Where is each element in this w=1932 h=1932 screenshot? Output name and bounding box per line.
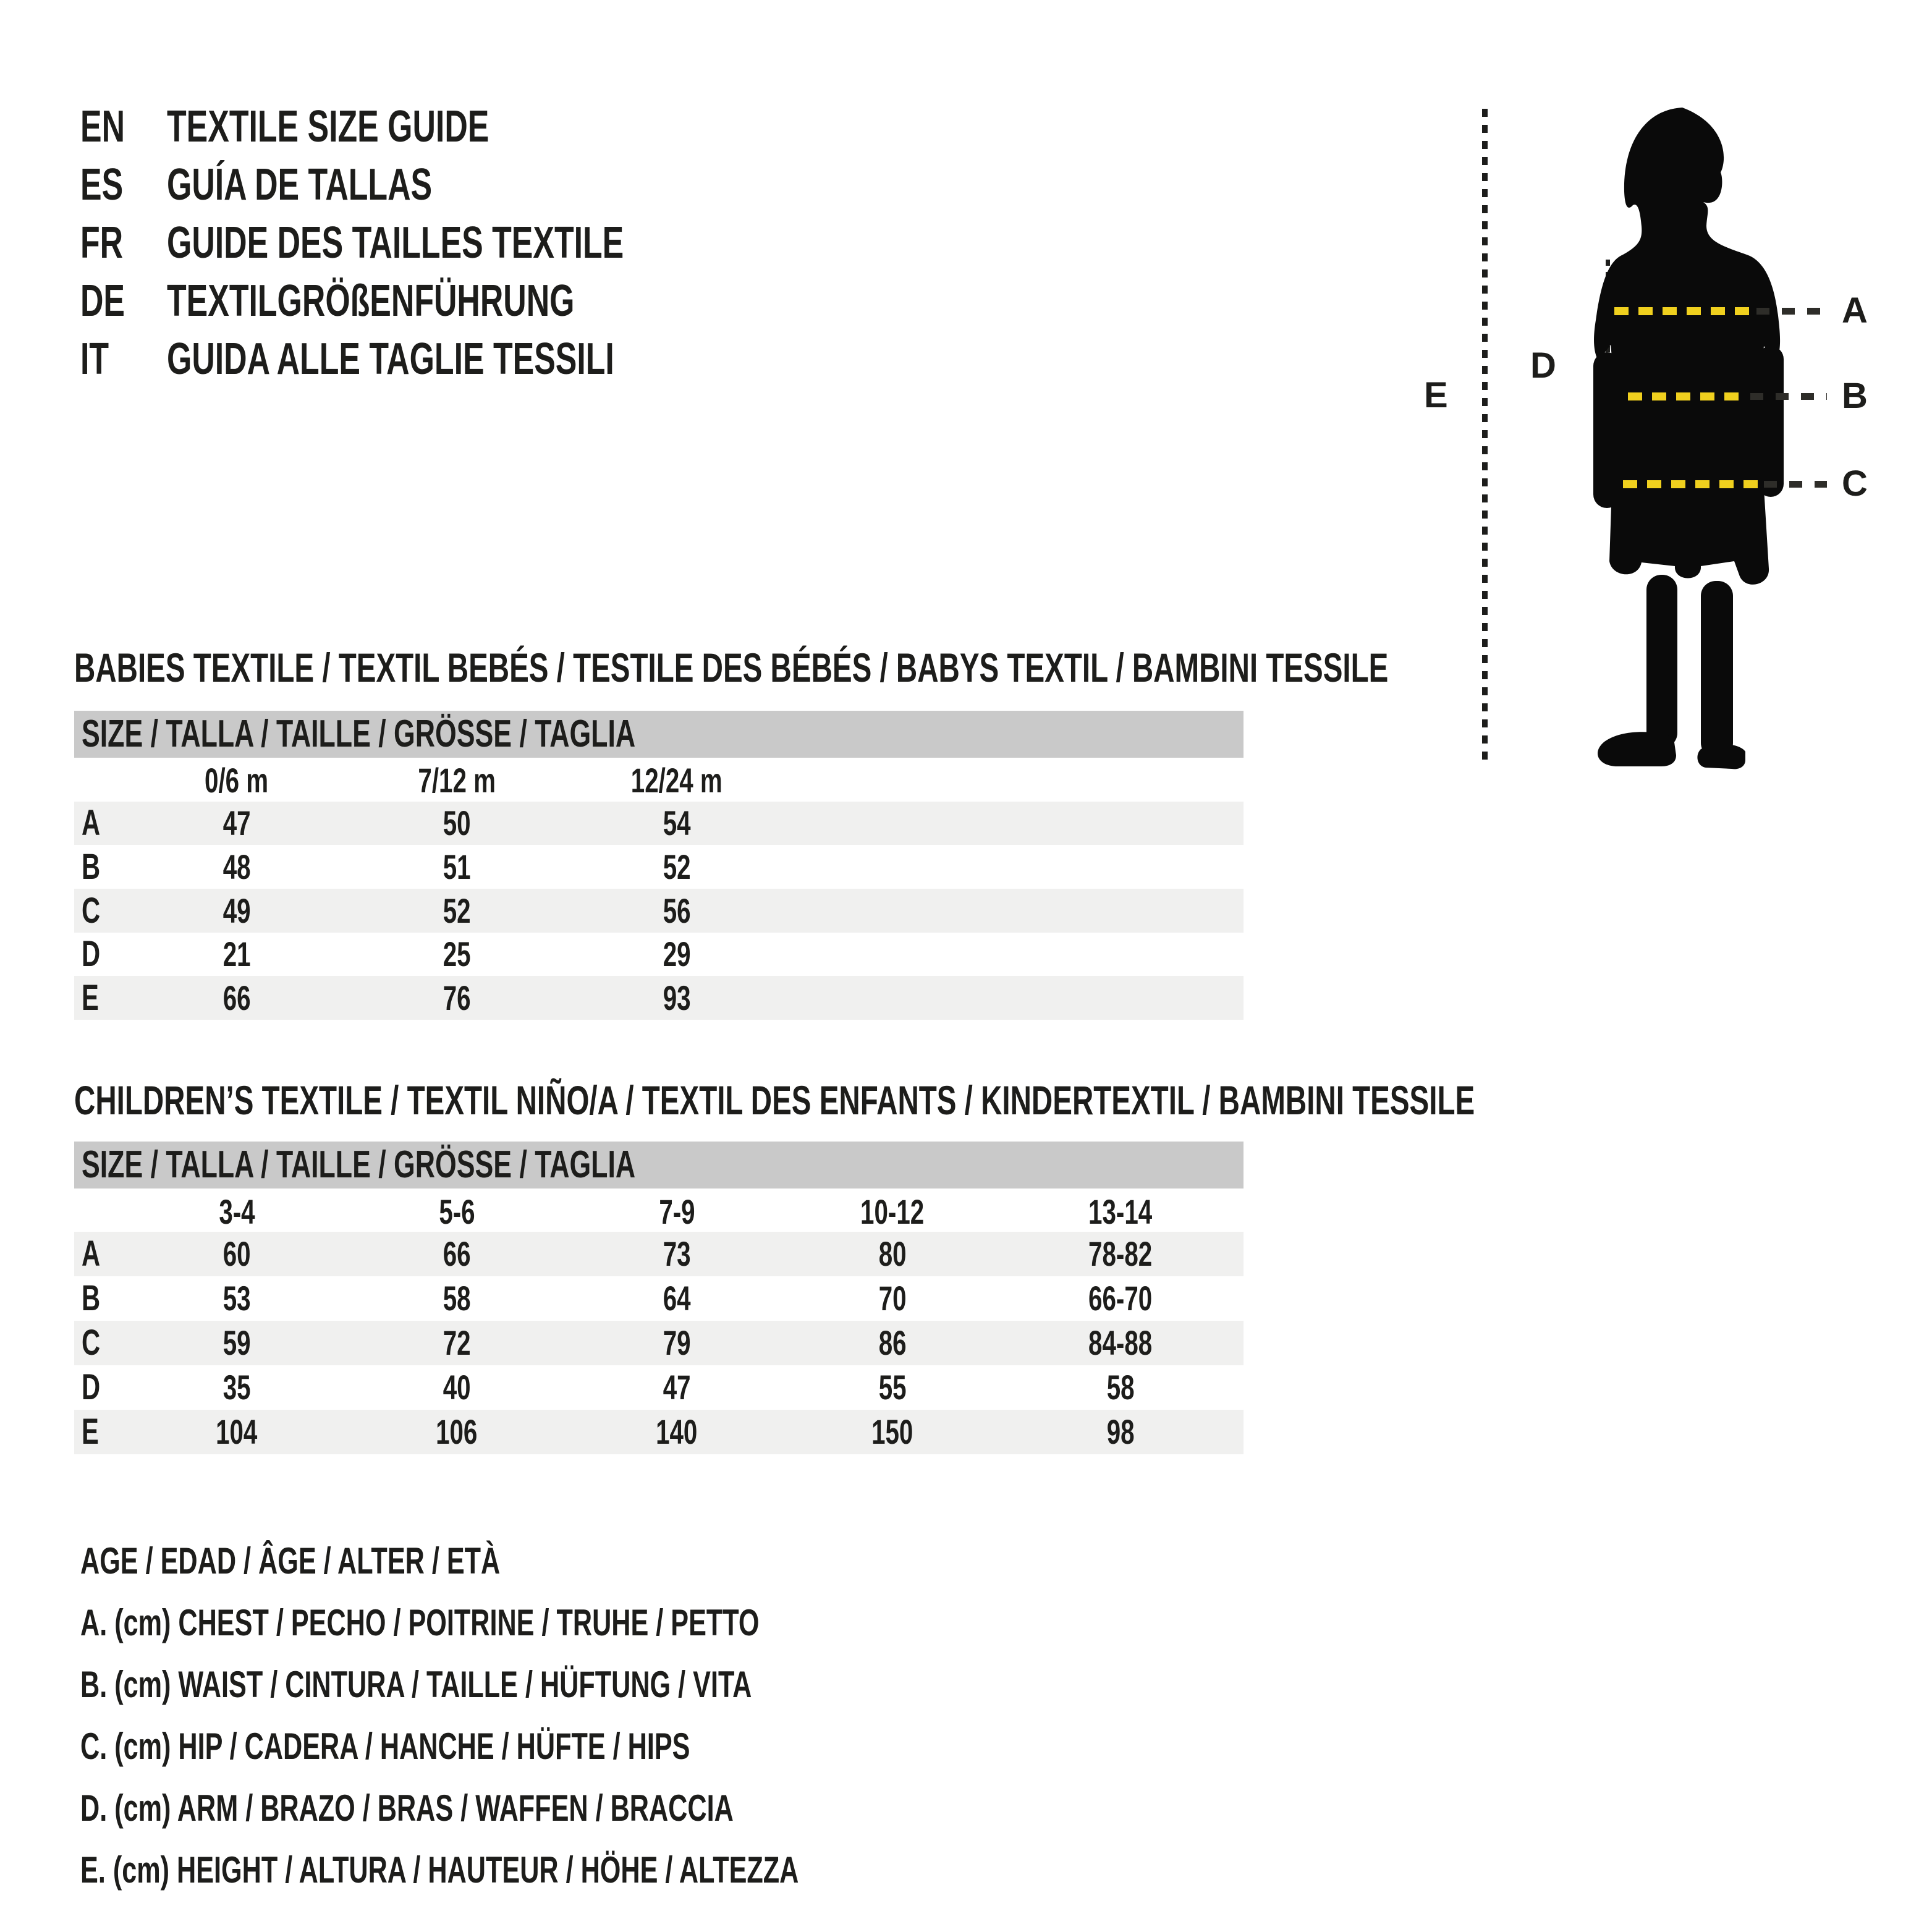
language-title: TEXTILE SIZE GUIDE <box>167 102 489 151</box>
children-table-row <box>74 1365 1244 1410</box>
legend-hip-line <box>80 1724 927 1769</box>
children-cell: 55 <box>878 1368 907 1407</box>
babies-cell: 48 <box>222 847 251 886</box>
babies-cell: 66 <box>222 978 251 1017</box>
babies-cell: 25 <box>443 934 471 973</box>
children-column-header: 5-6 <box>438 1192 475 1231</box>
language-code: ES <box>80 160 124 210</box>
babies-cell: 21 <box>222 934 251 973</box>
babies-row-label: C <box>82 891 101 931</box>
measure-label-D: D <box>1530 345 1556 386</box>
babies-table-row <box>74 976 1244 1020</box>
children-row-label: A <box>82 1234 101 1274</box>
babies-cell: 76 <box>443 978 471 1017</box>
hip-measure-dash-yellow <box>1623 480 1761 488</box>
children-cell: 79 <box>663 1323 691 1362</box>
children-cell: 150 <box>871 1412 913 1451</box>
babies-heading-text: BABIES TEXTILE / TEXTIL BEBÉS / TESTILE DES BÉBÉS / BABYS TEXTIL / BAMBINI TESSILE <box>74 645 1389 690</box>
children-row-label: B <box>82 1278 101 1318</box>
babies-table-row <box>74 802 1244 845</box>
children-table-row <box>74 1321 1244 1365</box>
children-cell: 58 <box>1106 1368 1135 1407</box>
babies-table-row <box>74 845 1244 889</box>
babies-column-header-row <box>74 760 1244 801</box>
legend-text: AGE / EDAD / ÂGE / ALTER / ETÀ <box>80 1540 501 1582</box>
children-table-row <box>74 1276 1244 1321</box>
children-cell: 72 <box>443 1323 471 1362</box>
babies-cell: 51 <box>443 847 471 886</box>
children-heading-text: CHILDREN’S TEXTILE / TEXTIL NIÑO/A / TEXTIL DES ENFANTS / KINDERTEXTIL / BAMBINI TESSILE <box>74 1077 1475 1123</box>
language-code: DE <box>80 276 125 326</box>
babies-row-label: A <box>82 803 101 843</box>
legend-text: C. (cm) HIP / CADERA / HANCHE / HÜFTE / HIPS <box>80 1726 690 1767</box>
measure-label-B: B <box>1842 376 1868 416</box>
hip-measure-dash-dark <box>1764 481 1827 488</box>
children-table-row <box>74 1232 1244 1276</box>
babies-column-header: 7/12 m <box>418 761 496 800</box>
children-cell: 98 <box>1106 1412 1135 1451</box>
children-cell: 104 <box>216 1412 258 1451</box>
children-size-header-text: SIZE / TALLA / TAILLE / GRÖSSE / TAGLIA <box>82 1143 636 1186</box>
legend-waist-line <box>80 1663 1013 1707</box>
babies-column-header: 0/6 m <box>205 761 269 800</box>
babies-column-header: 12/24 m <box>631 761 722 800</box>
babies-cell: 52 <box>663 847 691 886</box>
children-cell: 40 <box>443 1368 471 1407</box>
children-cell: 140 <box>656 1412 698 1451</box>
children-cell: 47 <box>663 1368 691 1407</box>
children-row-label: C <box>82 1323 101 1363</box>
babies-table-row <box>74 933 1244 976</box>
babies-row-label: B <box>82 847 101 887</box>
children-table-row <box>74 1410 1244 1454</box>
children-cell: 86 <box>878 1323 907 1362</box>
babies-cell: 93 <box>663 978 691 1017</box>
children-cell: 66-70 <box>1088 1279 1153 1318</box>
legend-text: D. (cm) ARM / BRAZO / BRAS / WAFFEN / BRACCIA <box>80 1787 734 1829</box>
legend-text: E. (cm) HEIGHT / ALTURA / HAUTEUR / HÖHE / ALTEZZA <box>80 1849 799 1891</box>
babies-row-label: E <box>82 978 99 1018</box>
waist-measure-dash-dark <box>1750 393 1827 400</box>
babies-cell: 54 <box>663 803 691 842</box>
babies-cell: 50 <box>443 803 471 842</box>
babies-size-header-bar <box>74 711 1244 758</box>
language-title: GUIDE DES TAILLES TEXTILE <box>167 218 624 268</box>
children-cell: 64 <box>663 1279 691 1318</box>
children-column-header-row <box>74 1192 1244 1232</box>
children-section-heading <box>74 1078 1932 1122</box>
language-title: GUÍA DE TALLAS <box>167 160 433 210</box>
children-cell: 59 <box>222 1323 251 1362</box>
chest-measure-dash-yellow <box>1614 307 1754 315</box>
children-cell: 78-82 <box>1088 1234 1153 1273</box>
measure-label-E: E <box>1424 375 1448 415</box>
babies-cell: 47 <box>222 803 251 842</box>
legend-text: B. (cm) WAIST / CINTURA / TAILLE / HÜFTUNG / VITA <box>80 1664 752 1705</box>
children-cell: 80 <box>878 1234 907 1273</box>
legend-height-line <box>80 1848 1078 1892</box>
babies-cell: 52 <box>443 891 471 930</box>
waist-measure-dash-yellow <box>1628 392 1748 400</box>
language-code: EN <box>80 102 125 151</box>
language-title: TEXTILGRÖßENFÜHRUNG <box>167 276 575 326</box>
children-column-header: 7-9 <box>658 1192 695 1231</box>
children-cell: 70 <box>878 1279 907 1318</box>
language-title: GUIDA ALLE TAGLIE TESSILI <box>167 334 614 384</box>
children-row-label: D <box>82 1367 101 1407</box>
babies-cell: 49 <box>222 891 251 930</box>
children-size-header-bar <box>74 1142 1244 1188</box>
babies-section-heading <box>74 645 1899 690</box>
babies-table-row <box>74 889 1244 933</box>
children-cell: 53 <box>222 1279 251 1318</box>
babies-size-header-text: SIZE / TALLA / TAILLE / GRÖSSE / TAGLIA <box>82 713 636 755</box>
children-cell: 73 <box>663 1234 691 1273</box>
legend-chest-line <box>80 1601 1023 1645</box>
legend-text: A. (cm) CHEST / PECHO / POITRINE / TRUHE / PETTO <box>80 1602 760 1643</box>
babies-cell: 29 <box>663 934 691 973</box>
measure-label-A: A <box>1842 290 1868 331</box>
children-cell: 60 <box>222 1234 251 1273</box>
language-code: IT <box>80 334 109 384</box>
children-cell: 106 <box>436 1412 478 1451</box>
language-code: FR <box>80 218 124 268</box>
children-column-header: 3-4 <box>218 1192 255 1231</box>
babies-row-label: D <box>82 934 101 974</box>
children-cell: 58 <box>443 1279 471 1318</box>
chest-measure-dash-dark <box>1756 308 1827 315</box>
children-column-header: 13-14 <box>1088 1192 1153 1231</box>
legend-arm-line <box>80 1786 988 1831</box>
measure-label-C: C <box>1842 464 1868 504</box>
children-cell: 84-88 <box>1088 1323 1153 1362</box>
children-cell: 66 <box>443 1234 471 1273</box>
babies-cell: 56 <box>663 891 691 930</box>
legend-age-line <box>80 1539 663 1583</box>
children-cell: 35 <box>222 1368 251 1407</box>
children-row-label: E <box>82 1412 99 1452</box>
children-column-header: 10-12 <box>860 1192 925 1231</box>
